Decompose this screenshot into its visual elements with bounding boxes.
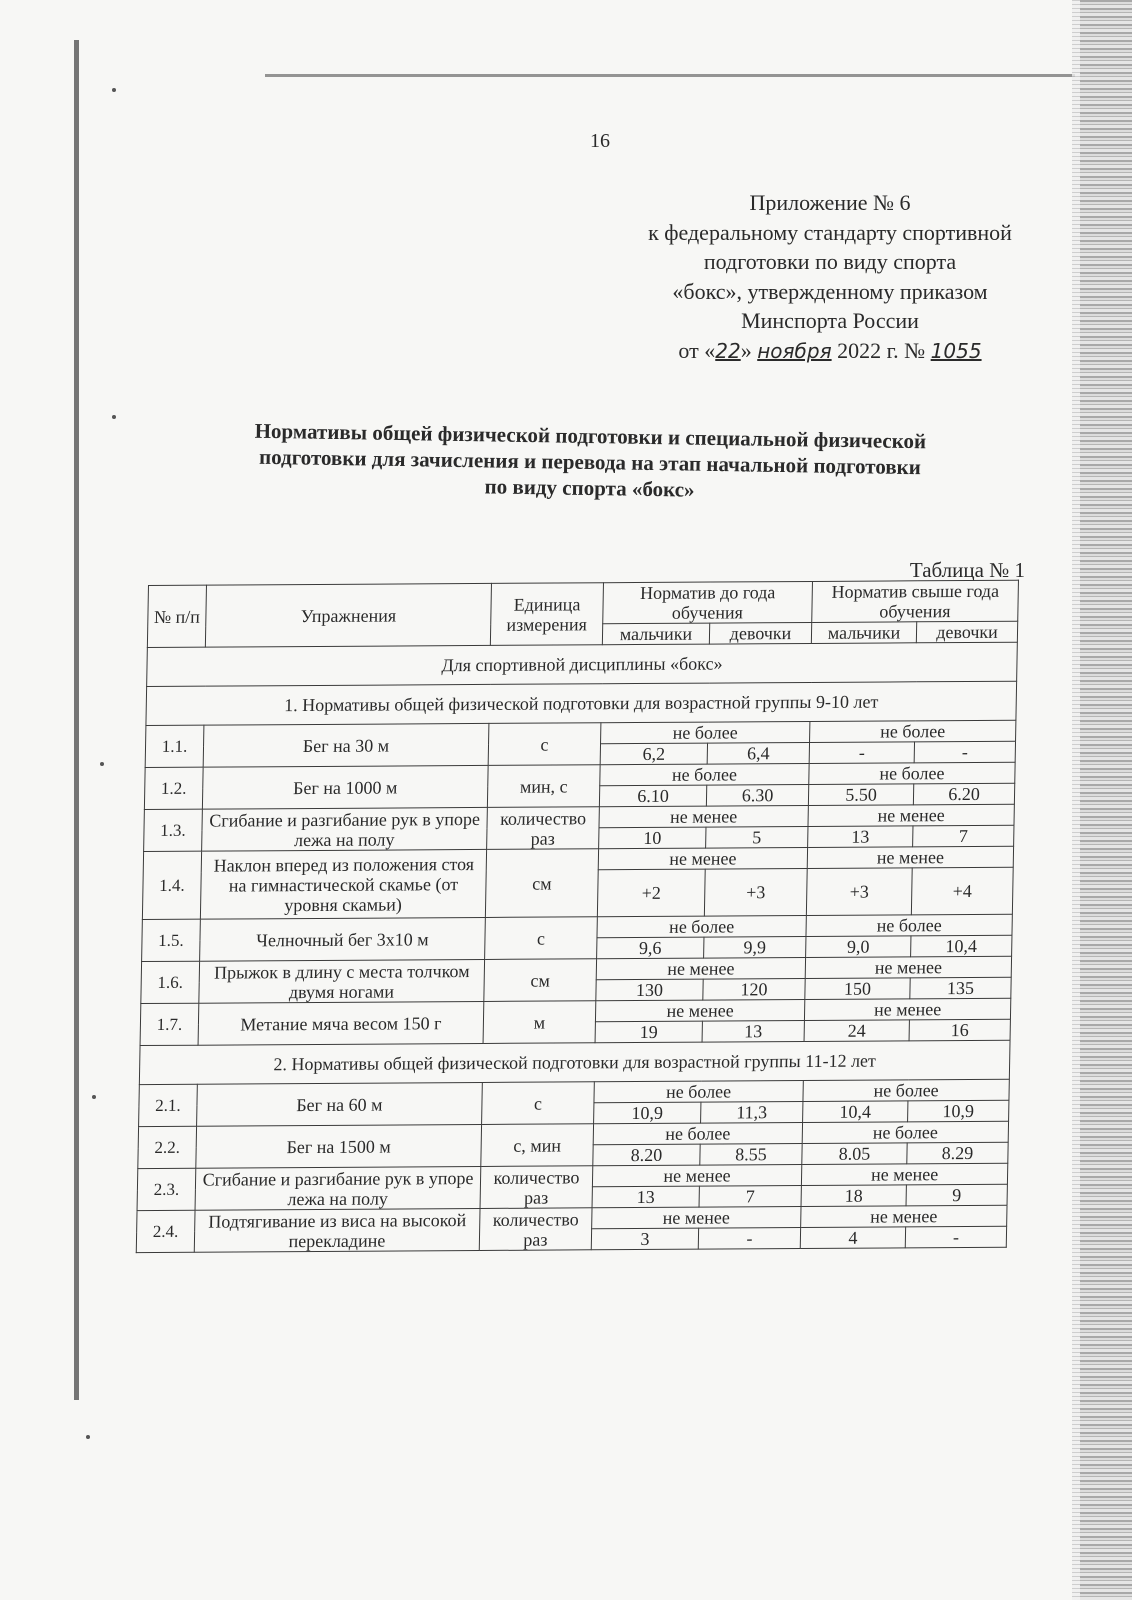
norm-value: 10,4 bbox=[911, 935, 1012, 957]
norm-value: 7 bbox=[699, 1186, 801, 1208]
exercise-name: Метание мяча весом 150 г bbox=[198, 1001, 484, 1045]
header-before-year: Норматив до года обучения bbox=[603, 581, 813, 623]
unit: м bbox=[483, 1001, 596, 1044]
unit: количество раз bbox=[480, 1166, 593, 1209]
section-title: 2. Нормативы общей физической подготовки для возрастной группы 11-12 лет bbox=[139, 1040, 1010, 1084]
unit: количество раз bbox=[487, 807, 600, 850]
unit: с, мин bbox=[481, 1124, 594, 1167]
handwritten-day: 22 bbox=[715, 338, 741, 363]
appendix-line: Минспорта России bbox=[741, 308, 919, 333]
handwritten-order-number: 1055 bbox=[930, 338, 982, 363]
year-text: 2022 г. № bbox=[837, 337, 926, 363]
scan-edge-top bbox=[265, 74, 1075, 77]
condition-before: не более bbox=[601, 721, 810, 743]
norm-value: 13 bbox=[808, 826, 913, 848]
norm-value: 8.29 bbox=[907, 1142, 1008, 1164]
exercise-name: Бег на 1500 м bbox=[196, 1124, 482, 1168]
scan-dot bbox=[92, 1095, 96, 1099]
norm-value: - bbox=[698, 1228, 800, 1250]
title-line: подготовки для зачисления и перевода на этап начальной подготовки bbox=[258, 444, 922, 480]
norm-value: 9,9 bbox=[704, 936, 806, 958]
norm-value: 4 bbox=[800, 1227, 905, 1249]
unit: мин, с bbox=[487, 765, 600, 808]
condition-before: не более bbox=[593, 1123, 802, 1145]
row-number: 2.2. bbox=[138, 1126, 197, 1168]
norm-value: - bbox=[914, 741, 1015, 763]
scan-edge-right bbox=[1080, 0, 1132, 1600]
header-girls: девочки bbox=[709, 622, 811, 644]
norm-value: 18 bbox=[801, 1185, 906, 1207]
section-row bbox=[146, 681, 1017, 725]
condition-after: не более bbox=[809, 762, 1015, 784]
norm-value: 8.20 bbox=[593, 1144, 700, 1166]
norm-value: 9,6 bbox=[597, 937, 704, 959]
header-unit: Единица измерения bbox=[490, 583, 603, 646]
norms-table bbox=[136, 580, 1019, 1253]
appendix-block bbox=[600, 188, 1060, 366]
exercise-name: Подтягивание из виса на высокой перекладине bbox=[194, 1208, 480, 1252]
header-girls: девочки bbox=[916, 621, 1017, 643]
scan-edge-right-inner bbox=[1072, 0, 1080, 1600]
norm-value: +2 bbox=[597, 869, 705, 917]
unit: см bbox=[484, 959, 597, 1002]
unit: количество раз bbox=[479, 1208, 592, 1251]
row-number: 1.1. bbox=[145, 725, 204, 767]
appendix-line: подготовки по виду спорта bbox=[703, 249, 957, 274]
row-number: 1.5. bbox=[142, 919, 201, 961]
scan-edge-left bbox=[74, 40, 79, 1400]
norm-value: 130 bbox=[596, 979, 703, 1001]
norm-value: +3 bbox=[704, 868, 807, 916]
condition-before: не менее bbox=[596, 957, 805, 979]
unit: с bbox=[488, 723, 601, 766]
unit: см bbox=[485, 849, 598, 918]
norm-value: 135 bbox=[910, 977, 1011, 999]
norm-value: 9 bbox=[906, 1184, 1007, 1206]
norm-value: 6,2 bbox=[600, 743, 707, 765]
exercise-name: Бег на 30 м bbox=[203, 723, 489, 767]
unit: с bbox=[485, 917, 598, 960]
condition-after: не более bbox=[810, 720, 1016, 742]
row-number: 2.3. bbox=[137, 1168, 196, 1210]
header-boys: мальчики bbox=[602, 623, 709, 645]
row-number: 2.1. bbox=[139, 1084, 198, 1126]
norm-value: - bbox=[809, 742, 914, 764]
scan-dot bbox=[112, 88, 116, 92]
norms-table-wrapper bbox=[136, 580, 1018, 1253]
exercise-name: Бег на 1000 м bbox=[202, 765, 488, 809]
row-number: 1.4. bbox=[142, 851, 201, 919]
norm-value: 10,9 bbox=[594, 1102, 701, 1124]
norm-value: 10 bbox=[599, 827, 706, 849]
exercise-name: Сгибание и разгибание рук в упоре лежа на полу bbox=[195, 1166, 481, 1210]
norm-value: 16 bbox=[909, 1019, 1010, 1041]
norm-value: 6.30 bbox=[706, 784, 808, 806]
condition-before: не менее bbox=[595, 999, 804, 1021]
condition-before: не менее bbox=[598, 847, 807, 869]
norm-value: +4 bbox=[911, 867, 1013, 915]
unit: с bbox=[482, 1082, 595, 1125]
condition-after: не менее bbox=[801, 1163, 1007, 1185]
norm-value: 8.05 bbox=[802, 1143, 907, 1165]
norm-value: 6,4 bbox=[707, 742, 809, 764]
appendix-line: «бокс», утвержденному приказом bbox=[672, 278, 988, 304]
row-number: 2.4. bbox=[136, 1210, 195, 1252]
appendix-date-line bbox=[600, 336, 1060, 367]
title-line: по виду спорта «бокс» bbox=[484, 474, 695, 502]
norm-value: 6.20 bbox=[913, 783, 1014, 805]
condition-after: не менее bbox=[801, 1205, 1007, 1227]
norm-value: 8.55 bbox=[700, 1144, 802, 1166]
scan-dot bbox=[100, 762, 104, 766]
page-number: 16 bbox=[590, 130, 610, 152]
norm-value: 5 bbox=[706, 826, 808, 848]
row-number: 1.3. bbox=[144, 809, 203, 851]
norm-value: 13 bbox=[702, 1020, 804, 1042]
norm-value: 6.10 bbox=[599, 785, 706, 807]
exercise-name: Наклон вперед из положения стоя на гимнастической скамье (от уровня скамьи) bbox=[200, 849, 486, 919]
condition-before: не более bbox=[594, 1081, 803, 1103]
header-num: № п/п bbox=[147, 585, 206, 647]
appendix-line: к федеральному стандарту спортивной bbox=[648, 219, 1012, 245]
header-boys: мальчики bbox=[811, 622, 916, 644]
section-row bbox=[139, 1040, 1010, 1084]
header-after-year: Норматив свыше года обучения bbox=[812, 580, 1019, 622]
condition-after: не менее bbox=[808, 804, 1014, 826]
condition-after: не более bbox=[802, 1121, 1008, 1143]
scan-dot bbox=[86, 1435, 90, 1439]
norm-value: - bbox=[905, 1226, 1006, 1248]
norm-value: 150 bbox=[805, 978, 910, 1000]
norm-value: 120 bbox=[703, 978, 805, 1000]
norm-value: 10,4 bbox=[803, 1101, 908, 1123]
condition-before: не менее bbox=[599, 805, 808, 827]
norm-value: 11,3 bbox=[701, 1102, 803, 1124]
date-close: » bbox=[740, 337, 752, 363]
table-body bbox=[136, 642, 1017, 1252]
row-number: 1.6. bbox=[141, 961, 200, 1003]
condition-after: не менее bbox=[804, 998, 1010, 1020]
date-prefix: от « bbox=[678, 337, 716, 363]
scan-dot bbox=[112, 415, 116, 419]
section-title: 1. Нормативы общей физической подготовки для возрастной группы 9-10 лет bbox=[146, 681, 1017, 725]
norm-value: 3 bbox=[591, 1228, 698, 1250]
exercise-name: Прыжок в длину с места толчком двумя ногами bbox=[199, 959, 485, 1003]
condition-after: не более bbox=[803, 1079, 1009, 1101]
condition-before: не более bbox=[600, 763, 809, 785]
exercise-name: Сгибание и разгибание рук в упоре лежа на полу bbox=[202, 807, 488, 851]
handwritten-month: ноября bbox=[757, 338, 832, 363]
exercise-name: Бег на 60 м bbox=[197, 1082, 483, 1126]
table-label: Таблица № 1 bbox=[909, 558, 1025, 582]
exercise-name: Челночный бег 3x10 м bbox=[200, 917, 486, 961]
norm-value: 19 bbox=[595, 1021, 702, 1043]
condition-before: не менее bbox=[592, 1207, 801, 1229]
condition-after: не менее bbox=[805, 956, 1011, 978]
document-title bbox=[179, 417, 1000, 508]
norm-value: 10,9 bbox=[908, 1100, 1009, 1122]
condition-before: не более bbox=[597, 915, 806, 937]
title-line: Нормативы общей физической подготовки и специальной физической bbox=[254, 418, 927, 454]
row-number: 1.7. bbox=[140, 1003, 199, 1045]
discipline-row: Для спортивной дисциплины «бокс» bbox=[147, 642, 1018, 686]
norm-value: +3 bbox=[806, 868, 912, 916]
condition-after: не более bbox=[806, 914, 1012, 936]
norm-value: 24 bbox=[804, 1020, 909, 1042]
norm-value: 9,0 bbox=[806, 936, 911, 958]
row-number: 1.2. bbox=[144, 767, 203, 809]
appendix-line: Приложение № 6 bbox=[749, 190, 911, 215]
condition-after: не менее bbox=[807, 846, 1013, 868]
norm-value: 7 bbox=[913, 825, 1014, 847]
norm-value: 13 bbox=[592, 1186, 699, 1208]
header-exercise: Упражнения bbox=[205, 583, 491, 647]
norm-value: 5.50 bbox=[808, 784, 913, 806]
condition-before: не менее bbox=[592, 1165, 801, 1187]
